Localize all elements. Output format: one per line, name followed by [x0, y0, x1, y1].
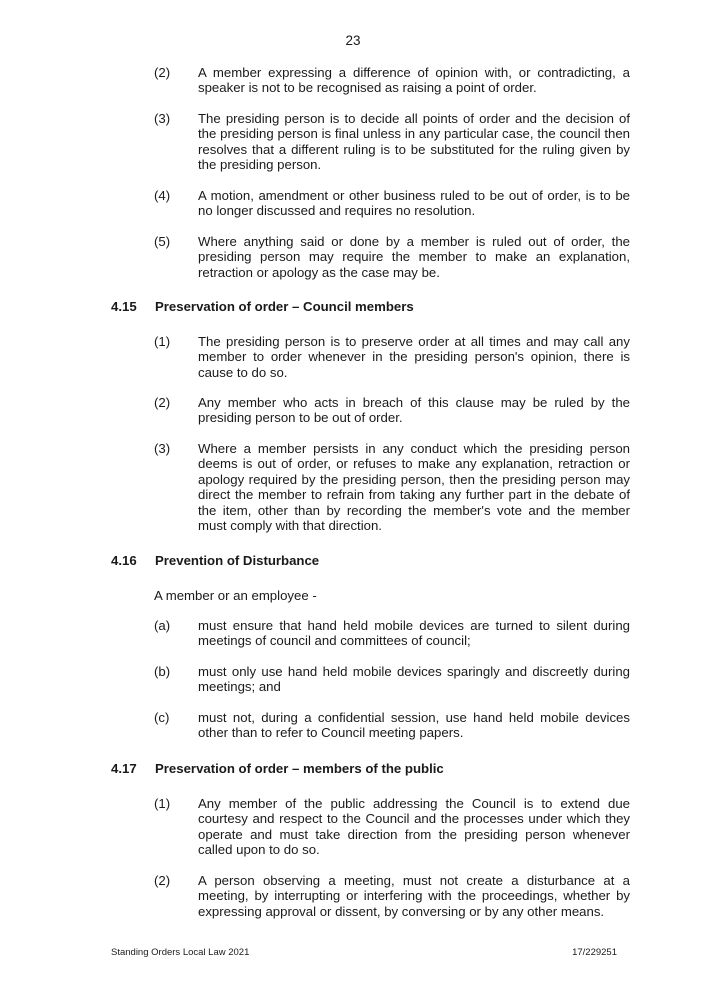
item-text: A person observing a meeting, must not create a disturbance at a meeting, by interrupting or interfering with the proceedings, whether by expressing approval or dissent, by conversing or by any other means. [198, 873, 630, 919]
section-title: Preservation of order – members of the public [155, 761, 444, 776]
item-number: (a) [154, 618, 171, 633]
section-title: Prevention of Disturbance [155, 553, 320, 568]
item-text: Any member who acts in breach of this clause may be ruled by the presiding person to be out of order. [198, 395, 630, 426]
section-title: Preservation of order – Council members [155, 299, 414, 314]
item-text: must ensure that hand held mobile devices are turned to silent during meetings of council and committees of council; [198, 618, 630, 649]
item-number: (2) [154, 395, 171, 410]
footer-reference-number: 17/229251 [572, 947, 617, 958]
item-text: The presiding person is to decide all points of order and the decision of the presiding person is final unless in any particular case, the council then resolves that a different ruling is to be substituted for the ruling given by the presiding person. [198, 111, 630, 173]
item-text: Where anything said or done by a member is ruled out of order, the presiding person may require the member to make an explanation, retraction or apology as the case may be. [198, 234, 630, 280]
section-4-16-intro: A member or an employee - [154, 588, 317, 603]
item-number: (1) [154, 334, 171, 349]
item-number: (2) [154, 65, 171, 80]
item-number: (c) [154, 710, 170, 725]
item-number: (3) [154, 441, 171, 456]
item-text: Any member of the public addressing the Council is to extend due courtesy and respect to the Council and the processes under which they operate and must take direction from the presiding person whenever called upon to do so. [198, 796, 630, 858]
page-number: 23 [345, 33, 361, 48]
section-number: 4.17 [111, 761, 137, 776]
item-number: (1) [154, 796, 171, 811]
section-heading-4-17 [111, 761, 444, 776]
item-text: must not, during a confidential session, use hand held mobile devices other than to refer to Council meeting papers. [198, 710, 630, 741]
item-number: (b) [154, 664, 171, 679]
section-number: 4.16 [111, 553, 137, 568]
item-text: Where a member persists in any conduct which the presiding person deems is out of order, or refuses to make any explanation, retraction or apology required by the presiding person, then the presiding person may direct the member to refrain from taking any further part in the debate of the item, other than by recording the member's vote and the member must comply with that direction. [198, 441, 630, 534]
section-heading-4-16 [111, 553, 319, 568]
item-text: The presiding person is to preserve order at all times and may call any member to order whenever in the presiding person's opinion, there is cause to do so. [198, 334, 630, 380]
item-text: must only use hand held mobile devices sparingly and discreetly during meetings; and [198, 664, 630, 695]
item-text: A motion, amendment or other business ruled to be out of order, is to be no longer discussed and requires no resolution. [198, 188, 630, 219]
footer-document-title: Standing Orders Local Law 2021 [111, 947, 250, 958]
item-number: (5) [154, 234, 171, 249]
item-text: A member expressing a difference of opinion with, or contradicting, a speaker is not to be recognised as raising a point of order. [198, 65, 630, 96]
item-number: (2) [154, 873, 171, 888]
section-number: 4.15 [111, 299, 137, 314]
item-number: (4) [154, 188, 171, 203]
section-heading-4-15 [111, 299, 414, 314]
item-number: (3) [154, 111, 171, 126]
